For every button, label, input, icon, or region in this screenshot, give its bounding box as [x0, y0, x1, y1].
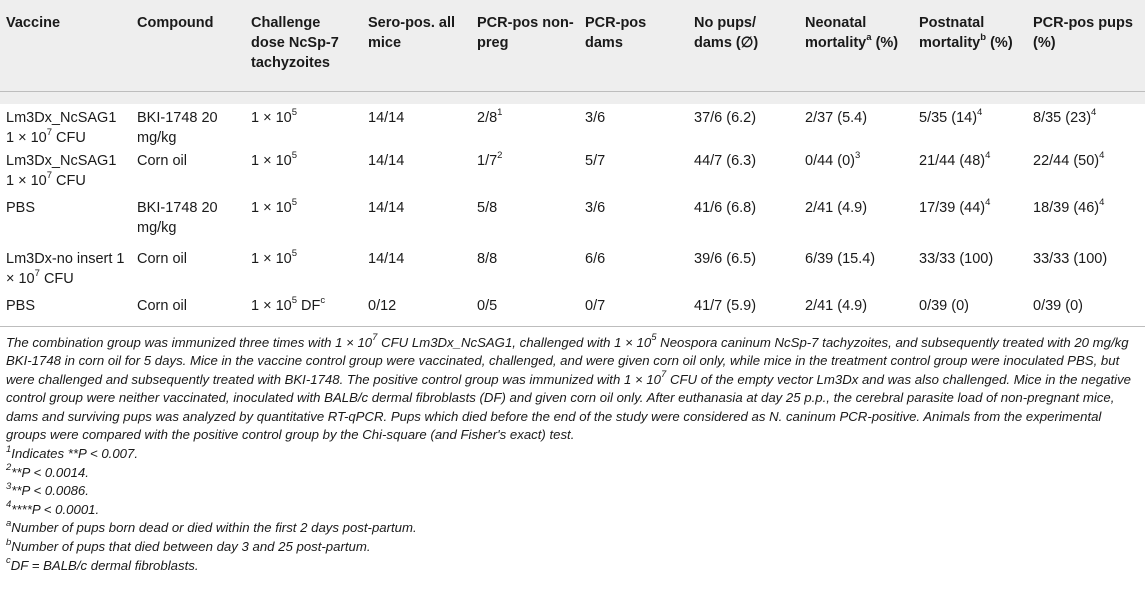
table-row: [0, 148, 1145, 195]
cell-neonatal: 0/44 $(0)^3$: [805, 149, 861, 169]
table-row: [0, 246, 1145, 293]
cell-vaccine: PBS: [0, 293, 131, 327]
cell-pups-dams: 41/7 (5.9): [688, 293, 799, 327]
cell-neonatal: 2/37 (5.4): [805, 109, 868, 126]
cell-neonatal: 6/39 (15.4): [805, 250, 876, 267]
cell-postnatal: 5/35 $(14)^4$: [919, 106, 983, 126]
cell-dose: $1 \times 10^5$: [251, 196, 298, 216]
cell-compound: Corn oil: [137, 250, 187, 267]
cell-pups-dams: 44/7 (6.3): [694, 152, 757, 169]
header-vaccine: Vaccine: [0, 0, 131, 91]
cell-pcr-dams: 3/6: [585, 199, 606, 216]
cell-pcr-pups: 22/44 $(50)^4$: [1033, 149, 1105, 169]
cell-pcr-non-preg: $1/7^2$: [477, 149, 503, 169]
header-neonatal: Neonatal mortality$^a$ (%): [799, 0, 913, 91]
cell-vaccine: PBS: [6, 199, 36, 216]
header-pcr-pups: PCR-pos pups (%): [1027, 0, 1145, 91]
cell-pcr-non-preg: 5/8: [477, 199, 498, 216]
table-notes: [0, 327, 1145, 576]
cell-pcr-pups: 0/39 (0): [1027, 293, 1145, 327]
cell-vaccine: Lm3Dx_NcSAG1 $1 \times 10^7$ CFU: [6, 152, 117, 189]
cell-pcr-pups: 18/39 $(46)^4$: [1033, 196, 1105, 216]
table-row: [0, 91, 1145, 148]
header-challenge-dose: Challenge dose NcSp-7 tachyzoites: [245, 0, 362, 91]
cell-pcr-dams: 5/7: [585, 152, 606, 169]
cell-postnatal: 33/33 (100): [919, 250, 994, 267]
header-pcr-dams: PCR-pos dams: [579, 0, 688, 91]
cell-dose: $1 \times 10^5$: [251, 149, 298, 169]
cell-postnatal: 21/44 $(48)^4$: [919, 149, 991, 169]
cell-postnatal: 0/39 (0): [913, 293, 1027, 327]
cell-vaccine: Lm3Dx_NcSAG1 $1 \times 10^7$ CFU: [6, 109, 117, 146]
table-caption: The combination group was immunized three times with $1 \times 10^7$ CFU Lm3Dx_NcSAG1, challenged with $1 \times 10^5$ Neospora caninum NcSp-7 tachyzoites, and subsequently treated with 20 mg/kg BKI-1748 in corn oil for 5 days. Mice in the vaccine control group were vaccinated, challenged, and were given corn oil only, while mice in the treatment control group were inoculated PBS, but were challenged and subsequently treated with BKI-1748. The positive control group was immunized with $1 \times 10^7$ CFU of the empty vector Lm3Dx and was also challenged. Mice in the negative control group were neither vaccinated, inoculated with BALB/c dermal fibroblasts (DF) and given corn oil only. After euthanasia at day 25 p.p., the cerebral parasite load of non-pregnant mice, dams and surviving pups was analyzed by quantitative RT-qPCR. Pups which died before the end of the study were considered as N. caninum PCR-positive. Animals from the experimental groups were compared with the positive control group by the Chi-square (and Fisher's exact) test.: [6, 332, 1132, 443]
cell-postnatal: 17/39 $(44)^4$: [919, 196, 991, 216]
header-compound: Compound: [131, 0, 245, 91]
header-pups-dams: No pups/ dams (∅): [688, 0, 799, 91]
cell-sero: 14/14: [368, 109, 405, 126]
footnote: $^b$Number of pups that died between day 3 and 25 post-partum.: [6, 536, 371, 555]
footnote: $^1$Indicates **P < 0.007.: [6, 443, 139, 462]
footnote: $^a$Number of pups born dead or died within the first 2 days post-partum.: [6, 518, 417, 536]
cell-compound: Corn oil: [137, 152, 187, 169]
header-pcr-non-preg: PCR-pos non-preg: [471, 0, 579, 91]
cell-sero: 0/12: [362, 293, 471, 327]
header-postnatal: Postnatal mortality$^b$ (%): [913, 0, 1027, 91]
footnote: $^2$**P < 0.0014.: [6, 462, 89, 480]
cell-pcr-non-preg: 0/5: [471, 293, 579, 327]
cell-compound: BKI-1748 20 mg/kg: [137, 199, 218, 236]
cell-pcr-non-preg: 8/8: [477, 250, 498, 267]
cell-compound: BKI-1748 20 mg/kg: [137, 109, 218, 146]
header-row: [0, 0, 1145, 91]
table-row: [0, 293, 1145, 327]
cell-vaccine: Lm3Dx-no insert $1 \times 10^7$ CFU: [6, 250, 125, 287]
table-row: [0, 195, 1145, 246]
cell-pups-dams: 37/6 (6.2): [694, 109, 757, 126]
cell-neonatal: 2/41 (4.9): [805, 199, 868, 216]
cell-pcr-non-preg: $2/8^1$: [477, 106, 503, 126]
cell-dose: $1 \times 10^5$: [251, 106, 298, 126]
footnote: $^4$****P < 0.0001.: [6, 499, 100, 517]
cell-dose: $1 \times 10^5$: [251, 247, 298, 267]
cell-sero: 14/14: [368, 152, 405, 169]
cell-pups-dams: 39/6 (6.5): [694, 250, 757, 267]
footnote: $^3$**P < 0.0086.: [6, 480, 89, 499]
cell-pcr-dams: 3/6: [585, 109, 606, 126]
cell-pcr-dams: 6/6: [585, 250, 606, 267]
cell-neonatal: 2/41 (4.9): [799, 293, 913, 327]
header-sero-pos: Sero-pos. all mice: [362, 0, 471, 91]
cell-compound: Corn oil: [131, 293, 245, 327]
cell-pups-dams: 41/6 (6.8): [694, 199, 757, 216]
cell-pcr-pups: 33/33 (100): [1033, 250, 1108, 267]
cell-dose: $1 \times 10^5$ $DF^c$: [245, 293, 362, 327]
cell-sero: 14/14: [368, 199, 405, 216]
cell-pcr-pups: 8/35 $(23)^4$: [1033, 106, 1097, 126]
cell-pcr-dams: 0/7: [579, 293, 688, 327]
footnote: $^c$DF = BALB/c dermal fibroblasts.: [6, 555, 199, 573]
cell-sero: 14/14: [368, 250, 405, 267]
